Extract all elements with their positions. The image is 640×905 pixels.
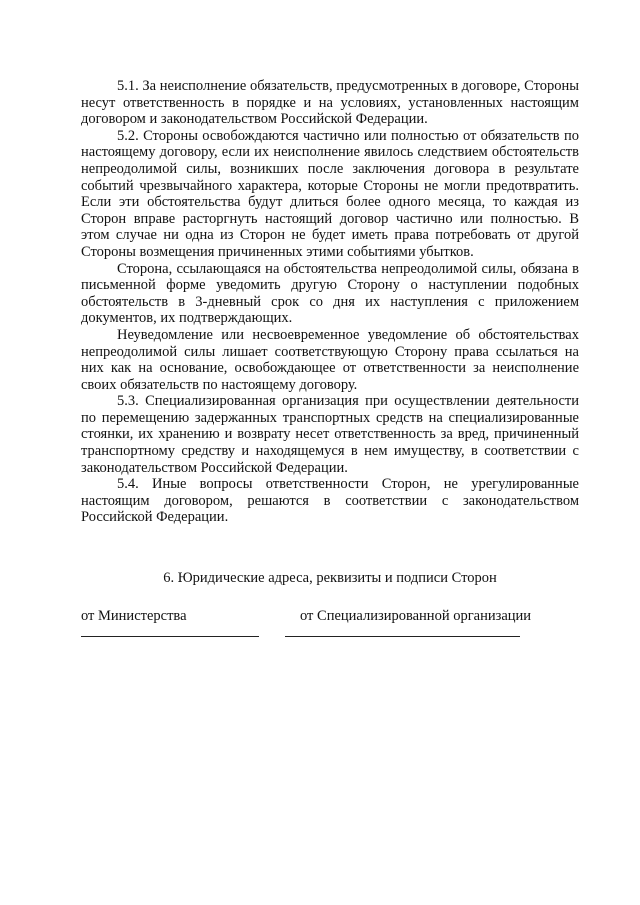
section-6-title: 6. Юридические адреса, реквизиты и подписи Сторон — [163, 570, 497, 586]
paragraph-non-notification: Неуведомление или несвоевременное уведомление об обстоятельствах непреодолимой силы лишает соответствующую Сторону права ссылаться на них как на основание, освобождающее от ответственности за неисполнение своих обязательств по настоящему договору. — [81, 326, 579, 393]
paragraph-force-majeure-notice: Сторона, ссылающаяся на обстоятельства непреодолимой силы, обязана в письменной форме уведомить другую Сторону о наступлении подобных обстоятельств в 3-дневный срок со дня их наступления с приложением документов, их подтверждающих. — [81, 260, 579, 327]
ministry-signature-line — [81, 636, 259, 637]
liability-section — [81, 78, 579, 526]
paragraph-5-4: 5.4. Иные вопросы ответственности Сторон, не урегулированные настоящим договором, решаются в соответствии с законодательством Российской Федерации. — [81, 476, 579, 526]
paragraph-5-2: 5.2. Стороны освобождаются частично или полностью от обязательств по настоящему договору, если их неисполнение явилось следствием обстоятельств непреодолимой силы, возникших после заключения договора в результате событий чрезвычайного характера, которые Стороны не могли предотвратить. Если эти обстоятельства будут длиться более одного месяца, то каждая из Сторон вправе расторгнуть настоящий договор частично или полностью. В этом случае ни одна из Сторон не будет иметь права потребовать от другой Стороны возмещения причиненных этими событиями убытков. — [81, 127, 579, 260]
organization-signature-label: от Специализированной организации — [300, 608, 532, 624]
paragraph-5-3: 5.3. Специализированная организация при осуществлении деятельности по перемещению задержанных транспортных средств на специализированные стоянки, их хранению и возврату несет ответственность за вред, причиненный транспортному средству и находящемуся в нем имуществу, в соответствии с законодательством Российской Федерации. — [81, 393, 579, 476]
organization-signature-line — [285, 636, 520, 637]
paragraph-5-1: 5.1. За неисполнение обязательств, предусмотренных в договоре, Стороны несут ответственность в порядке и на условиях, установленных настоящим договором и законодательством Российской Федерации. — [81, 78, 579, 128]
ministry-signature-label: от Министерства — [81, 608, 187, 624]
